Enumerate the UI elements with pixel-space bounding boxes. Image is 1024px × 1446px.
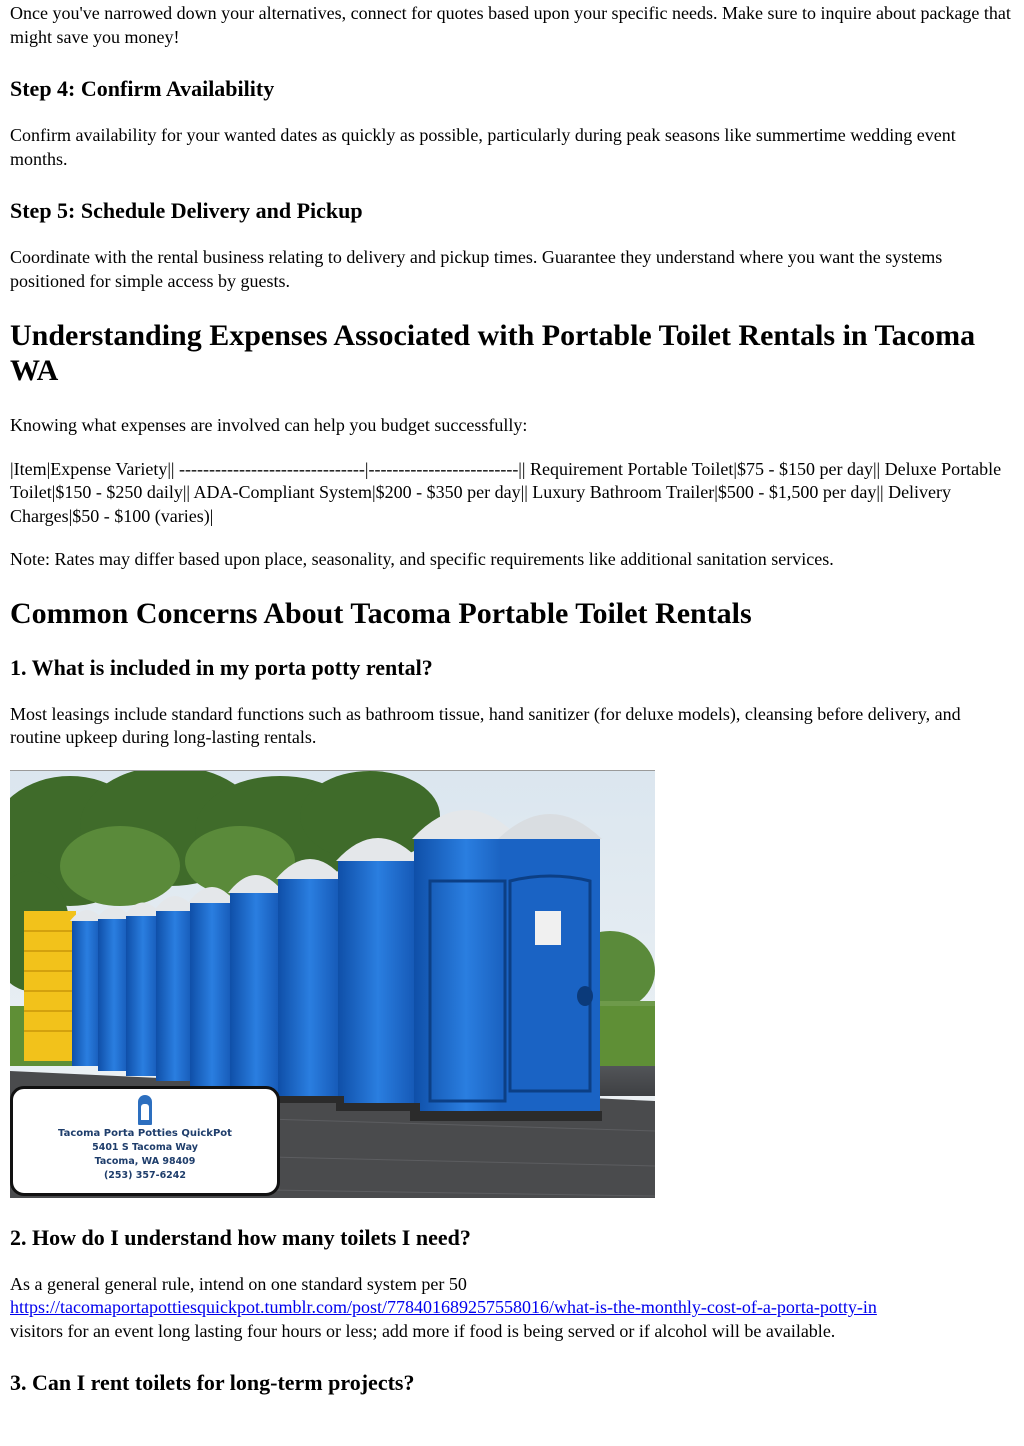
porta-potty-photo <box>10 770 655 1198</box>
intro-paragraph: Once you've narrowed down your alternatives, connect for quotes based upon your specific needs. Make sure to inquire about package that might save you money! <box>10 3 1011 47</box>
q2-answer <box>10 1273 1014 1344</box>
step4-paragraph: Confirm availability for your wanted dates as quickly as possible, particularly during peak seasons like summertime wedding event months. <box>10 125 956 169</box>
expenses-intro: Knowing what expenses are involved can help you budget successfully: <box>10 415 528 435</box>
logo-city: Tacoma, WA 98409 <box>94 1155 196 1167</box>
document-page <box>10 0 1014 1396</box>
company-logo-card <box>10 1086 280 1196</box>
step5-heading: Step 5: Schedule Delivery and Pickup <box>10 198 363 223</box>
expenses-heading: Understanding Expenses Associated with Portable Toilet Rentals in Tacoma WA <box>10 319 976 387</box>
logo-company-name: Tacoma Porta Potties QuickPot <box>58 1127 232 1139</box>
logo-phone: (253) 357-6242 <box>103 1169 187 1181</box>
step4-heading: Step 4: Confirm Availability <box>10 76 275 101</box>
q3-heading: 3. Can I rent toilets for long-term projects? <box>10 1370 415 1395</box>
q2-answer-link[interactable]: https://tacomaportapottiesquickpot.tumblr.com/post/778401689257558016/what-is-the-monthly-cost-of-a-porta-potty-in <box>10 1297 877 1317</box>
step5-paragraph: Coordinate with the rental business relating to delivery and pickup times. Guarantee they understand where you want the systems positioned for simple access by guests. <box>10 247 943 291</box>
q1-answer: Most leasings include standard functions such as bathroom tissue, hand sanitizer (for deluxe models), cleansing before delivery, and routine upkeep during long-lasting rentals. <box>10 703 961 747</box>
concerns-heading: Common Concerns About Tacoma Portable Toilet Rentals <box>10 596 752 630</box>
q2-heading: 2. How do I understand how many toilets I need? <box>10 1224 471 1250</box>
q2-answer-after: visitors for an event long lasting four hours or less; add more if food is being served or if alcohol will be available. <box>10 1320 836 1341</box>
expenses-table-text: |Item|Expense Variety|| -------------------------------|-------------------------|| Requirement Portable Toilet|$75 - $150 per day|| Deluxe Portable Toilet|$150 - $250 daily|| ADA-Compliant System|$200 - $350 per day|| Luxury Bathroom Trailer|$500 - $1,500 per day|| Delivery Charges|$50 - $100 (varies)| <box>10 458 1002 526</box>
q2-answer-before: As a general general rule, intend on one standard system per 50 <box>10 1273 467 1294</box>
q1-heading: 1. What is included in my porta potty rental? <box>10 654 433 680</box>
porta-potty-icon <box>138 1095 152 1125</box>
logo-street: 5401 S Tacoma Way <box>92 1141 198 1153</box>
expenses-note: Note: Rates may differ based upon place, seasonality, and specific requirements like additional sanitation services. <box>10 549 834 569</box>
